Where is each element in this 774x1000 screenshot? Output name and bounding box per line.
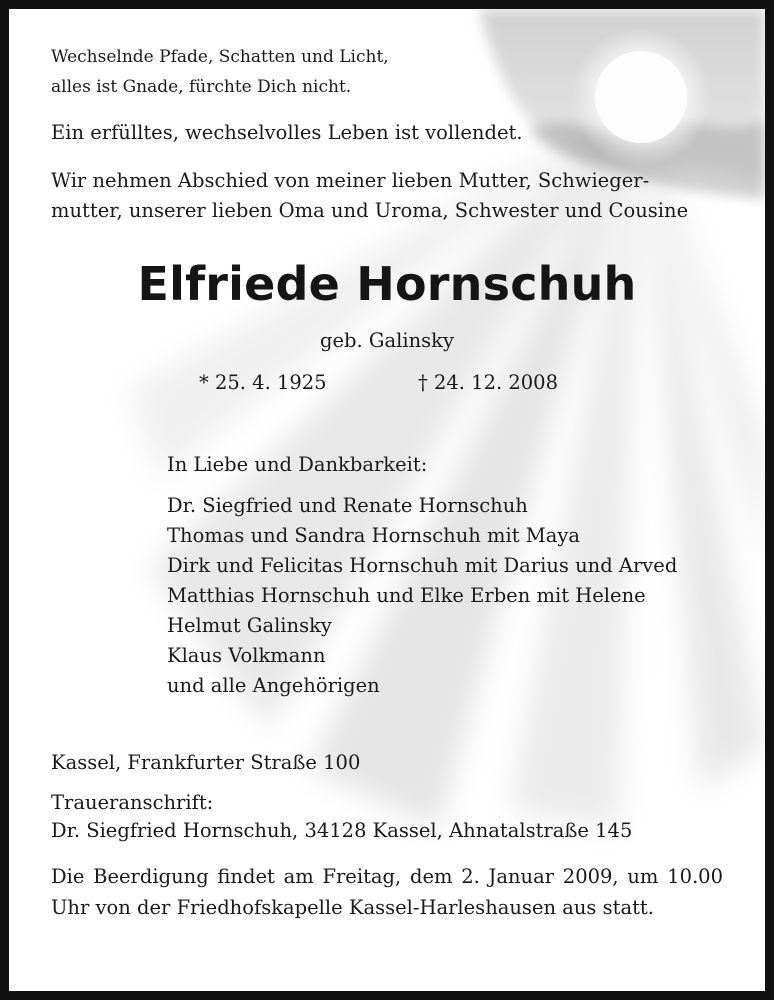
birth-date: * 25. 4. 1925: [199, 371, 327, 394]
list-item: Matthias Hornschuh und Elke Erben mit Helene: [167, 584, 646, 607]
list-item: und alle Angehörigen: [167, 674, 380, 697]
list-item: Klaus Volkmann: [167, 644, 326, 667]
farewell-line-1: Wir nehmen Abschied von meiner lieben Mutter, Schwieger-: [51, 169, 650, 192]
mourners-list: [167, 491, 677, 701]
maiden-name: geb. Galinsky: [320, 329, 454, 352]
mourners-heading: In Liebe und Dankbarkeit:: [167, 453, 428, 476]
intro-text: Ein erfülltes, wechselvolles Leben ist vollendet.: [51, 121, 523, 144]
death-date: † 24. 12. 2008: [418, 371, 558, 394]
deceased-name: Elfriede Hornschuh: [137, 257, 637, 311]
funeral-information: Die Beerdigung findet am Freitag, dem 2. Januar 2009, um 10.00 Uhr von der Friedhofskapelle Kassel-Harleshausen aus statt.: [51, 865, 723, 919]
life-dates: [9, 371, 765, 401]
list-item: Dirk und Felicitas Hornschuh mit Darius und Arved: [167, 554, 678, 577]
verse-line-2: alles ist Gnade, fürchte Dich nicht.: [51, 77, 352, 97]
list-item: Helmut Galinsky: [167, 614, 332, 637]
list-item: Thomas und Sandra Hornschuh mit Maya: [167, 524, 581, 547]
mourning-address-label: Traueranschrift:: [51, 791, 214, 814]
verse-line-1: Wechselnde Pfade, Schatten und Licht,: [51, 47, 389, 67]
farewell-line-2: mutter, unserer lieben Oma und Uroma, Schwester und Cousine: [51, 199, 689, 222]
list-item: Dr. Siegfried und Renate Hornschuh: [167, 494, 528, 517]
residence-address: Kassel, Frankfurter Straße 100: [51, 751, 361, 774]
mourning-address: Dr. Siegfried Hornschuh, 34128 Kassel, Ahnatalstraße 145: [51, 819, 633, 842]
